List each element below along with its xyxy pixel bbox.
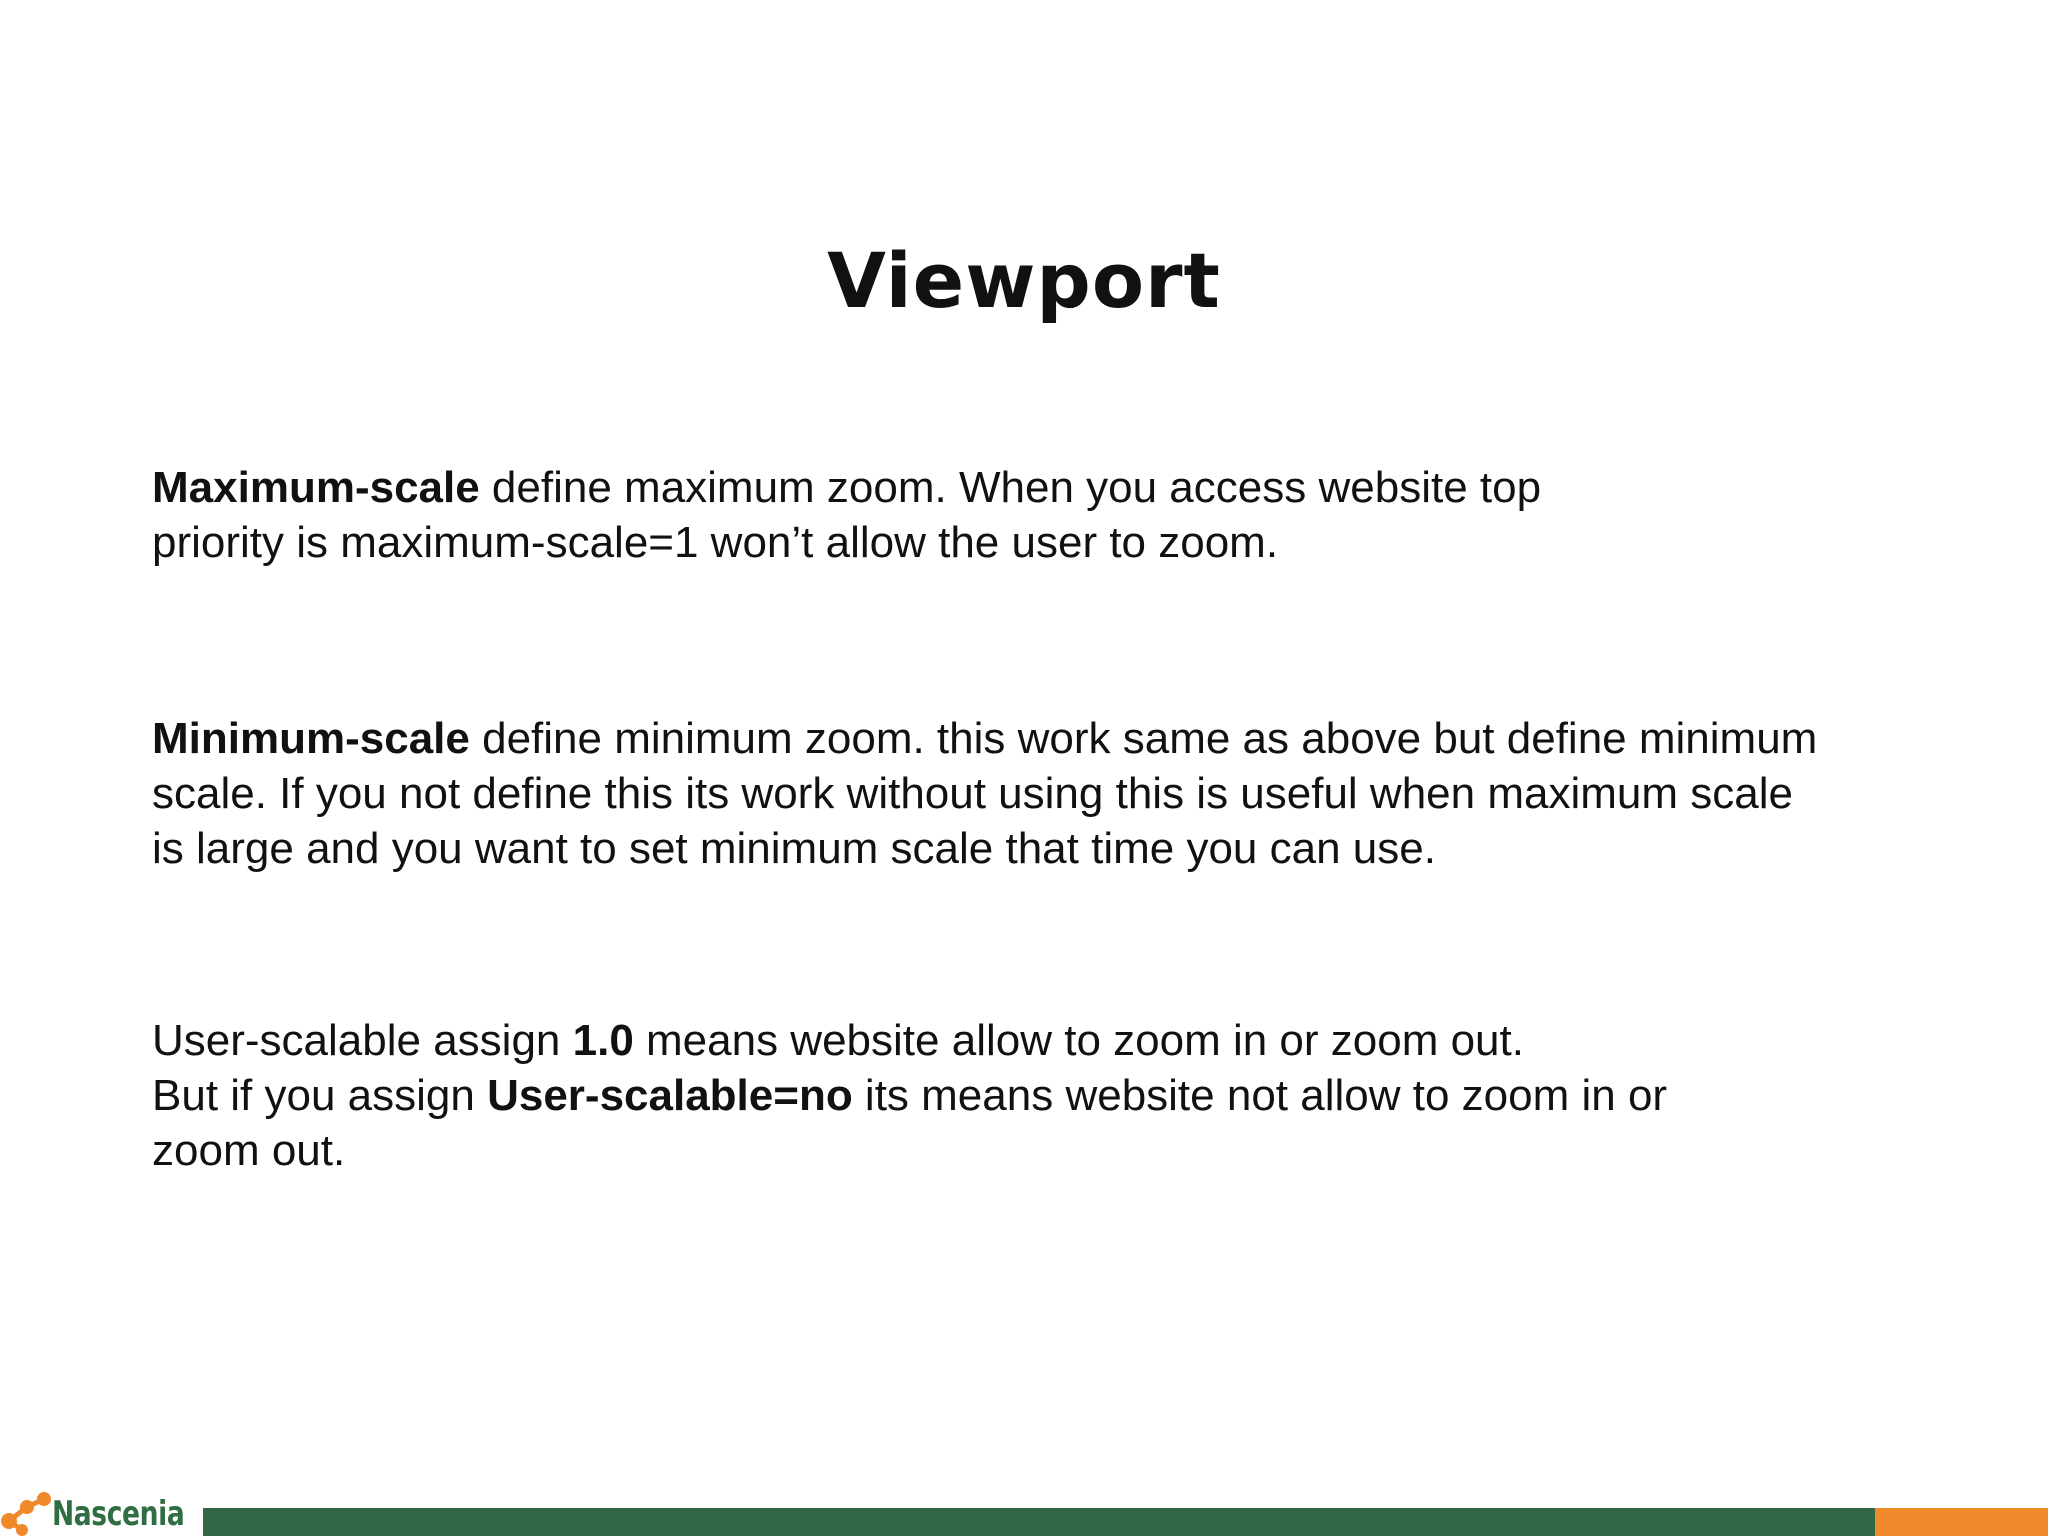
- maximum-scale-line-2: priority is maximum-scale=1 won’t allow the user to zoom.: [152, 518, 1279, 567]
- user-scalable-no-term: User-scalable=no: [487, 1071, 853, 1120]
- user-scalable-no-pre: But if you assign: [152, 1071, 488, 1120]
- user-scalable-pre: User-scalable assign: [152, 1016, 573, 1065]
- user-scalable-value: 1.0: [572, 1016, 634, 1065]
- maximum-scale-line-1: [152, 460, 1932, 515]
- minimum-scale-line-1: [152, 711, 1932, 766]
- user-scalable-line-3: zoom out.: [152, 1126, 346, 1175]
- minimum-scale-term: Minimum-scale: [152, 714, 470, 763]
- minimum-scale-line-3: is large and you want to set minimum scale that time you can use.: [152, 824, 1436, 873]
- maximum-scale-text: define maximum zoom. When you access website top: [479, 463, 1542, 512]
- user-scalable-post: means website allow to zoom in or zoom out.: [633, 1016, 1524, 1065]
- user-scalable-line-1: [152, 1013, 1932, 1068]
- slide-title: Viewport: [827, 236, 1221, 325]
- nascenia-logo-mark-icon: [0, 1490, 52, 1536]
- nascenia-logo-text: Nascenia: [52, 1494, 185, 1534]
- nascenia-logo: [0, 1490, 190, 1536]
- maximum-scale-term: Maximum-scale: [152, 463, 480, 512]
- maximum-scale-paragraph: [152, 460, 1932, 570]
- user-scalable-line-2: [152, 1068, 1932, 1123]
- user-scalable-paragraph: [152, 1013, 1932, 1178]
- user-scalable-no-post: its means website not allow to zoom in or: [852, 1071, 1668, 1120]
- footer-orange-bar: [1875, 1508, 2048, 1536]
- minimum-scale-paragraph: [152, 711, 1932, 876]
- footer: [0, 1488, 2048, 1536]
- minimum-scale-text: define minimum zoom. this work same as above but define minimum: [469, 714, 1818, 763]
- footer-green-bar: [203, 1508, 1875, 1536]
- minimum-scale-line-2: scale. If you not define this its work without using this is useful when maximum scale: [152, 769, 1793, 818]
